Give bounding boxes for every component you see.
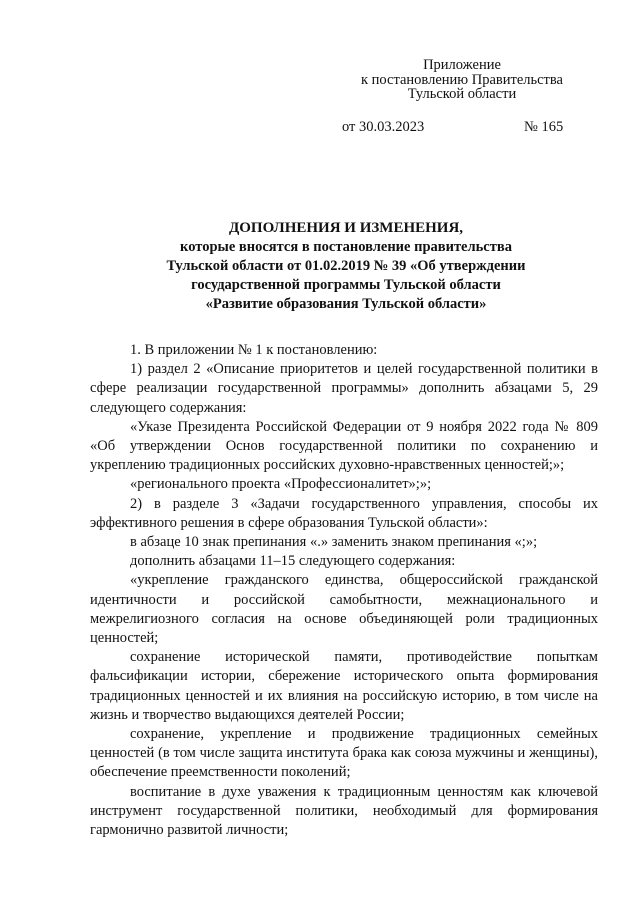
paragraph: воспитание в духе уважения к традиционным ценностям как ключевой инструмент государственной политики, необходимый для формирования гармонично развитой личности; (90, 783, 598, 839)
paragraph: 1) раздел 2 «Описание приоритетов и целей государственной политики в сфере реализации государственной программы» дополнить абзацами 5, 29 следующего содержания: (90, 361, 598, 416)
document-body (90, 341, 598, 840)
title-line: «Развитие образования Тульской области» (205, 296, 487, 312)
paragraph: сохранение, укрепление и продвижение традиционных семейных ценностей (в том числе защита института брака как союза мужчины и женщины), обеспечение преемственности поколений; (90, 726, 598, 781)
paragraph: дополнить абзацами 11–15 следующего содержания: (130, 553, 456, 570)
paragraph: сохранение исторической памяти, противодействие попыткам фальсификации истории, сбережение исторического опыта формирования традиционных ценностей и их влияния на российскую историю, в том числе на жизнь и творчество выдающихся деятелей России; (90, 649, 598, 723)
document-title (118, 219, 574, 314)
appendix-line: Тульской области (407, 86, 517, 102)
document-date: от 30.03.2023 (342, 119, 425, 135)
title-line: Тульской области от 01.02.2019 № 39 «Об утверждении (166, 258, 526, 274)
appendix-line: к постановлению Правительства (361, 71, 563, 88)
paragraph: 1. В приложении № 1 к постановлению: (130, 342, 378, 358)
title-line: государственной программы Тульской области (191, 277, 501, 293)
title-line: ДОПОЛНЕНИЯ И ИЗМЕНЕНИЯ, (228, 220, 464, 236)
paragraph: в абзаце 10 знак препинания «.» заменить знаком препинания «;»; (130, 534, 538, 551)
appendix-line: Приложение (423, 57, 501, 73)
title-line: которые вносятся в постановление правительства (180, 239, 512, 255)
paragraph: «укрепление гражданского единства, общероссийской гражданской идентичности и российской самобытности, межнационального и межрелигиозного согласия на основе объединяющей роли традиционных ценностей; (90, 572, 598, 647)
appendix-block (352, 58, 572, 102)
paragraph: «регионального проекта «Профессионалитет»;»; (130, 476, 432, 493)
paragraph: 2) в разделе 3 «Задачи государственного управления, способы их эффективного решения в сфере образования Тульской области»: (90, 495, 598, 531)
document-number: № 165 (524, 119, 564, 135)
paragraph: «Указе Президента Российской Федерации от 9 ноября 2022 года № 809 «Об утверждении Основ государственной политики по сохранению и укреплению традиционных российских духовно-нравственных ценностей;»; (90, 418, 598, 474)
